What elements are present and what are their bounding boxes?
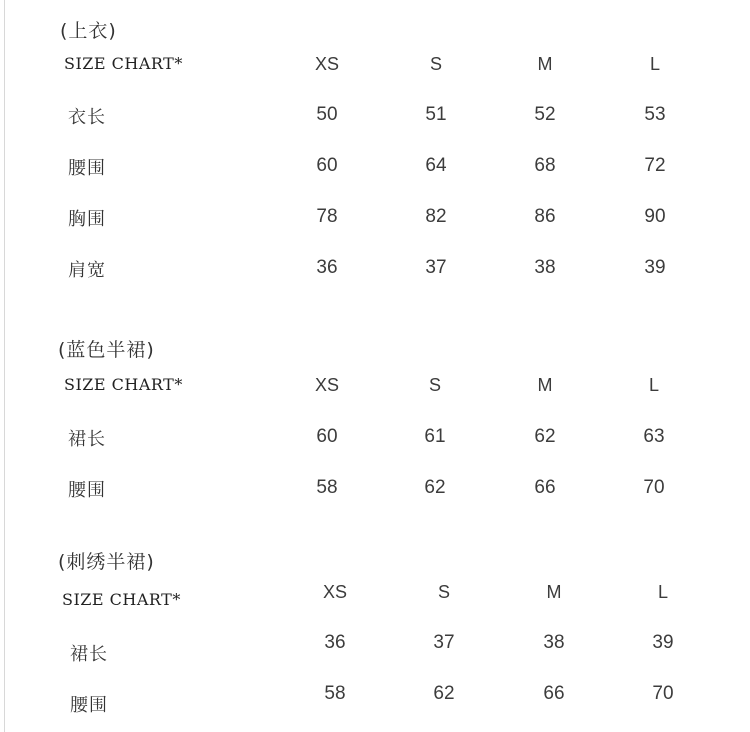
row-label: 胸围: [68, 209, 106, 230]
size-header-m: M: [546, 582, 562, 602]
table-cell: 53: [644, 104, 666, 125]
size-header-xs: XS: [322, 582, 347, 602]
size-chart-label: SIZE CHART*: [64, 375, 183, 394]
table-cell: 60: [316, 426, 338, 447]
table-cell: 68: [534, 155, 556, 176]
table-cell: 36: [324, 632, 346, 653]
section-title: (刺绣半裙): [58, 551, 155, 573]
table-cell: 70: [643, 477, 665, 498]
row-label: 肩宽: [68, 260, 106, 281]
table-cell: 58: [316, 477, 338, 498]
table-cell: 50: [316, 104, 338, 125]
table-cell: 36: [316, 257, 338, 278]
table-cell: 37: [433, 632, 455, 653]
table-cell: 58: [324, 683, 346, 704]
size-header-l: L: [657, 582, 668, 602]
size-header-xs: XS: [314, 375, 339, 395]
table-cell: 61: [424, 426, 446, 447]
size-chart-label: SIZE CHART*: [64, 54, 183, 73]
table-cell: 39: [644, 257, 666, 278]
row-label: 腰围: [68, 158, 106, 179]
table-cell: 72: [644, 155, 666, 176]
table-cell: 63: [643, 426, 665, 447]
size-header-m: M: [537, 54, 553, 74]
size-header-s: S: [437, 582, 450, 602]
table-cell: 62: [433, 683, 455, 704]
size-header-s: S: [428, 375, 441, 395]
size-header-xs: XS: [314, 54, 339, 74]
row-label: 腰围: [68, 480, 106, 501]
table-cell: 39: [652, 632, 674, 653]
table-cell: 62: [534, 426, 556, 447]
table-cell: 86: [534, 206, 556, 227]
table-cell: 37: [425, 257, 447, 278]
table-cell: 51: [425, 104, 447, 125]
table-cell: 60: [316, 155, 338, 176]
table-cell: 82: [425, 206, 447, 227]
table-cell: 62: [424, 477, 446, 498]
size-header-l: L: [648, 375, 659, 395]
row-label: 裙长: [70, 644, 108, 665]
table-cell: 38: [543, 632, 565, 653]
section-title: (上衣): [60, 20, 117, 42]
table-cell: 90: [644, 206, 666, 227]
row-label: 腰围: [70, 695, 108, 716]
size-header-l: L: [649, 54, 660, 74]
row-label: 衣长: [68, 107, 106, 128]
row-label: 裙长: [68, 429, 106, 450]
size-header-s: S: [429, 54, 442, 74]
table-cell: 64: [425, 155, 447, 176]
table-cell: 66: [543, 683, 565, 704]
size-chart-label: SIZE CHART*: [62, 590, 181, 609]
table-cell: 78: [316, 206, 338, 227]
table-cell: 52: [534, 104, 556, 125]
section-title: (蓝色半裙): [58, 339, 155, 361]
table-cell: 38: [534, 257, 556, 278]
table-cell: 70: [652, 683, 674, 704]
table-cell: 66: [534, 477, 556, 498]
size-header-m: M: [537, 375, 553, 395]
page-left-border: [4, 0, 5, 732]
